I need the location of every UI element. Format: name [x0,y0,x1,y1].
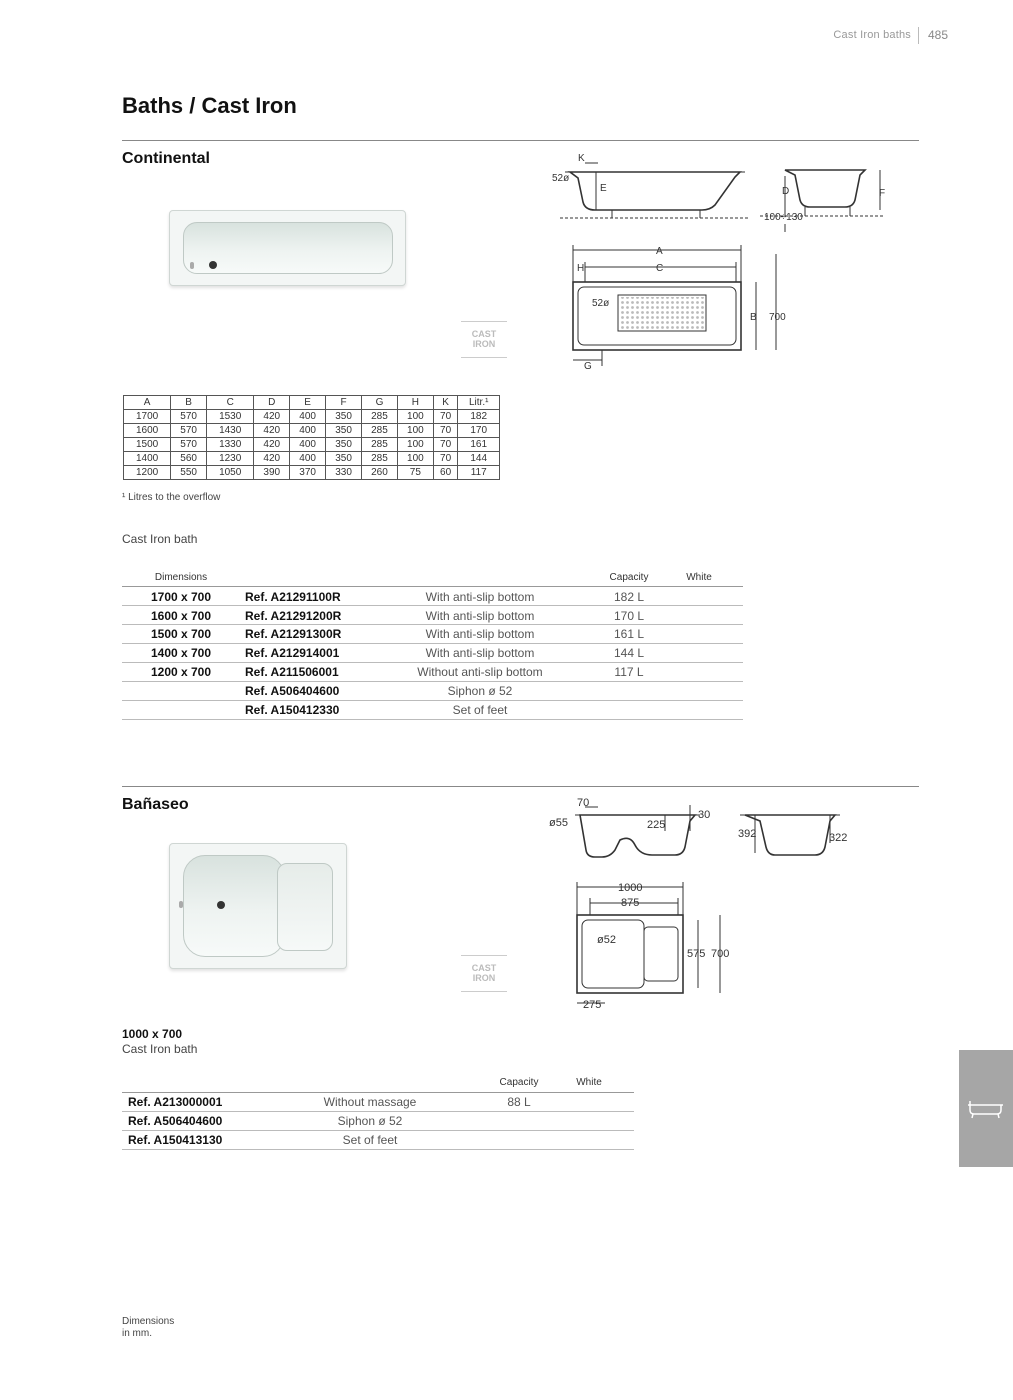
table-row: 1600 570 1430 420 400 350 285 100 70 170 [124,424,500,438]
table-row: 1500 570 1330 420 400 350 285 100 70 161 [124,438,500,452]
col-header-capacity: Capacity [609,572,649,583]
table-row: 1700 570 1530 420 400 350 285 100 70 182 [124,410,500,424]
col-header-dimensions: Dimensions [154,572,208,583]
svg-text:ø52: ø52 [597,934,616,946]
col-header-white: White [686,572,712,583]
svg-text:A: A [656,246,663,257]
row-rule [122,1111,634,1112]
svg-text:K: K [578,153,585,164]
svg-text:52ø: 52ø [552,173,570,184]
header-section-title: Cast Iron baths [833,29,911,41]
svg-text:D: D [782,186,790,197]
footer-note: Dimensions in mm. [122,1316,175,1339]
banaseo-size: 1000 x 700 [122,1027,183,1041]
page-number: 485 [928,28,949,42]
svg-text:G: G [584,361,592,372]
table-row: 1200 550 1050 390 370 330 260 75 60 117 [124,466,500,480]
banaseo-bath-photo [169,843,347,969]
continental-bath-photo [169,210,406,286]
svg-text:ø55: ø55 [549,817,568,829]
divider [122,140,919,141]
svg-text:875: 875 [621,897,640,909]
svg-text:30: 30 [698,809,711,821]
row-rule [122,624,743,625]
continental-subtitle: Cast Iron bath [122,532,198,546]
row-rule [122,662,743,663]
row-rule [122,1149,634,1150]
row-rule [122,681,743,682]
svg-text:100÷130: 100÷130 [764,212,803,223]
header-separator [918,27,919,44]
table-header-rule [122,1092,634,1093]
svg-text:F: F [879,188,886,199]
svg-text:322: 322 [829,832,848,844]
svg-text:B: B [750,312,757,323]
svg-text:700: 700 [769,312,786,323]
section-title-banaseo: Bañaseo [122,796,189,813]
svg-text:C: C [656,263,664,274]
svg-text:1000: 1000 [618,882,643,894]
divider [122,786,919,787]
cast-iron-badge: CAST IRON [461,321,507,358]
row-rule [122,643,743,644]
cast-iron-badge: CAST IRON [461,955,507,992]
svg-text:H: H [577,263,585,274]
table-row: 1400 560 1230 420 400 350 285 100 70 144 [124,452,500,466]
continental-dimensions-table [123,395,500,480]
bathtub-icon [959,1050,1013,1167]
dims-header-row: A B C D E F G H K Litr.¹ [124,396,500,410]
table-header-rule [122,586,743,587]
svg-text:225: 225 [647,819,666,831]
footnote-litres: ¹ Litres to the overflow [122,492,221,503]
row-rule [122,1130,634,1131]
col-header-white: White [576,1077,602,1088]
row-rule [122,700,743,701]
continental-technical-drawing [540,150,890,375]
row-rule [122,605,743,606]
banaseo-subtitle: Cast Iron bath [122,1042,198,1056]
svg-text:392: 392 [738,828,757,840]
svg-text:70: 70 [577,797,590,809]
svg-text:E: E [600,183,607,194]
banaseo-technical-drawing [540,795,860,1015]
row-rule [122,719,743,720]
svg-text:575: 575 [687,948,706,960]
svg-text:52ø: 52ø [592,298,610,309]
col-header-capacity: Capacity [499,1077,539,1088]
svg-text:275: 275 [583,999,602,1011]
svg-text:700: 700 [711,948,730,960]
page-title: Baths / Cast Iron [122,93,297,118]
section-title-continental: Continental [122,150,210,167]
category-side-tab[interactable] [959,1050,1013,1167]
